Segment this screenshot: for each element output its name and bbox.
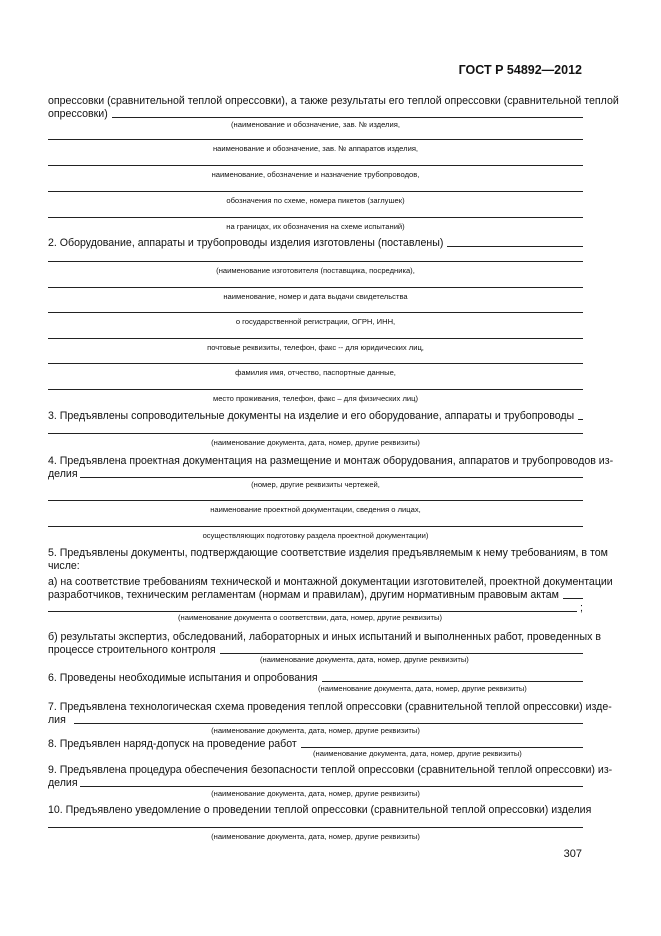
intro-hint-5: на границах, их обозначения на схеме испытаний) <box>226 222 405 231</box>
item8-fill-line[interactable] <box>301 738 583 748</box>
item7-fill-line[interactable] <box>74 714 583 724</box>
item7-line-2-text: лия <box>48 714 66 726</box>
intro-hint-2: наименование и обозначение, зав. № аппаратов изделия, <box>212 144 419 153</box>
item8-text: 8. Предъявлен наряд-допуск на проведение работ <box>48 738 297 750</box>
intro-fill-line[interactable] <box>112 108 583 118</box>
fill-line[interactable] <box>48 433 583 434</box>
intro-line-2-text: опрессовки) <box>48 108 108 120</box>
item2-fill-line[interactable] <box>447 237 583 247</box>
item3-line <box>48 410 583 423</box>
item8-hint: (наименование документа, дата, номер, другие реквизиты) <box>313 749 522 758</box>
fill-line[interactable] <box>48 389 583 390</box>
item10-hint: (наименование документа, дата, номер, другие реквизиты) <box>211 832 420 841</box>
item9-line-1: 9. Предъявлена процедура обеспечения безопасности теплой опрессовки (сравнительной теплой опрессовки) из- <box>48 764 613 776</box>
fill-line[interactable] <box>48 191 583 192</box>
page-number: 307 <box>563 848 582 860</box>
item3-hint: (наименование документа, дата, номер, другие реквизиты) <box>211 438 420 447</box>
item4-hint-1: (номер, другие реквизиты чертежей, <box>251 480 380 489</box>
item5a-end: ; <box>580 602 583 614</box>
standard-header: ГОСТ Р 54892—2012 <box>458 63 582 77</box>
fill-line[interactable] <box>48 287 583 288</box>
item5a-fill-line[interactable] <box>563 589 583 599</box>
intro-hint-4: обозначения по схеме, номера пикетов (заглушек) <box>226 196 405 205</box>
item5b-line-2-text: процессе строительного контроля <box>48 644 216 656</box>
fill-line[interactable] <box>48 139 583 140</box>
fill-line[interactable] <box>48 500 583 501</box>
fill-line[interactable] <box>48 363 583 364</box>
fill-line[interactable] <box>48 338 583 339</box>
item2-hint-4: почтовые реквизиты, телефон, факс -- для юридических лиц, <box>207 343 424 352</box>
item5-line-2: числе: <box>48 560 80 572</box>
fill-line[interactable] <box>48 165 583 166</box>
item3-fill-line[interactable] <box>578 410 583 420</box>
item6-text: 6. Проведены необходимые испытания и опробования <box>48 672 318 684</box>
item4-line-2-text: делия <box>48 468 78 480</box>
item7-hint: (наименование документа, дата, номер, другие реквизиты) <box>211 726 420 735</box>
item9-hint: (наименование документа, дата, номер, другие реквизиты) <box>211 789 420 798</box>
item9-line-2-text: делия <box>48 777 78 789</box>
intro-line-1: опрессовки (сравнительной теплой опрессовки), а также результаты его теплой опрессовки (сравнительной теплой <box>48 95 619 107</box>
item7-line-1: 7. Предъявлена технологическая схема проведения теплой опрессовки (сравнительной теплой опрессовки) изде- <box>48 701 612 713</box>
item6-hint: (наименование документа, дата, номер, другие реквизиты) <box>318 684 527 693</box>
fill-line[interactable] <box>48 217 583 218</box>
item4-hint-2: наименование проектной документации, сведения о лицах, <box>210 505 421 514</box>
item10-text: 10. Предъявлено уведомление о проведении теплой опрессовки (сравнительной теплой опрессовки) изделия <box>48 804 592 816</box>
item2-text: 2. Оборудование, аппараты и трубопроводы изделия изготовлены (поставлены) <box>48 237 444 249</box>
item6-fill-line[interactable] <box>322 672 583 682</box>
item5b-fill-line[interactable] <box>220 644 583 654</box>
item2-line <box>48 237 583 250</box>
intro-hint-3: наименование, обозначение и назначение трубопроводов, <box>211 170 420 179</box>
item2-hint-3: о государственной регистрации, ОГРН, ИНН, <box>235 317 396 326</box>
item5b-hint: (наименование документа, дата, номер, другие реквизиты) <box>260 655 469 664</box>
item2-hint-1: (наименование изготовителя (поставщика, посредника), <box>216 266 415 275</box>
item5-line-1: 5. Предъявлены документы, подтверждающие соответствие изделия предъявляемым к нему требованиям, в том <box>48 547 608 559</box>
item4-fill-line[interactable] <box>80 468 583 478</box>
fill-line[interactable] <box>48 827 583 828</box>
item2-hint-5: фамилия имя, отчество, паспортные данные, <box>235 368 396 377</box>
item5a-hint: (наименование документа о соответствии, дата, номер, другие реквизиты) <box>178 613 442 622</box>
item3-text: 3. Предъявлены сопроводительные документы на изделие и его оборудование, аппараты и трубопроводы <box>48 410 575 422</box>
fill-line[interactable] <box>48 526 583 527</box>
item2-hint-6: место проживания, телефон, факс – для физических лиц) <box>212 394 419 403</box>
item4-hint-3: осуществляющих подготовку раздела проектной документации) <box>202 531 429 540</box>
fill-line[interactable] <box>48 312 583 313</box>
item5b-line-1: б) результаты экспертиз, обследований, лабораторных и иных испытаний и выполненных работ, проведенных в <box>48 631 601 643</box>
item4-line-1: 4. Предъявлена проектная документация на размещение и монтаж оборудования, аппаратов и трубопроводов из- <box>48 455 614 467</box>
intro-hint-1: (наименование и обозначение, зав. № изделия, <box>231 120 400 129</box>
item9-fill-line[interactable] <box>80 777 583 787</box>
item5a-line-1: а) на соответствие требованиям технической и монтажной документации изготовителей, проектной документации <box>48 576 613 588</box>
fill-line[interactable] <box>48 261 583 262</box>
item5a-line-2 <box>48 589 583 602</box>
item2-hint-2: наименование, номер и дата выдачи свидетельства <box>223 292 408 301</box>
item10-line <box>48 804 592 817</box>
item5a-line-2-text: разработчиков, техническим регламентам (нормам и правилам), другим нормативным правовым актам <box>48 589 559 601</box>
item5a-fill-line-2[interactable] <box>48 602 577 612</box>
